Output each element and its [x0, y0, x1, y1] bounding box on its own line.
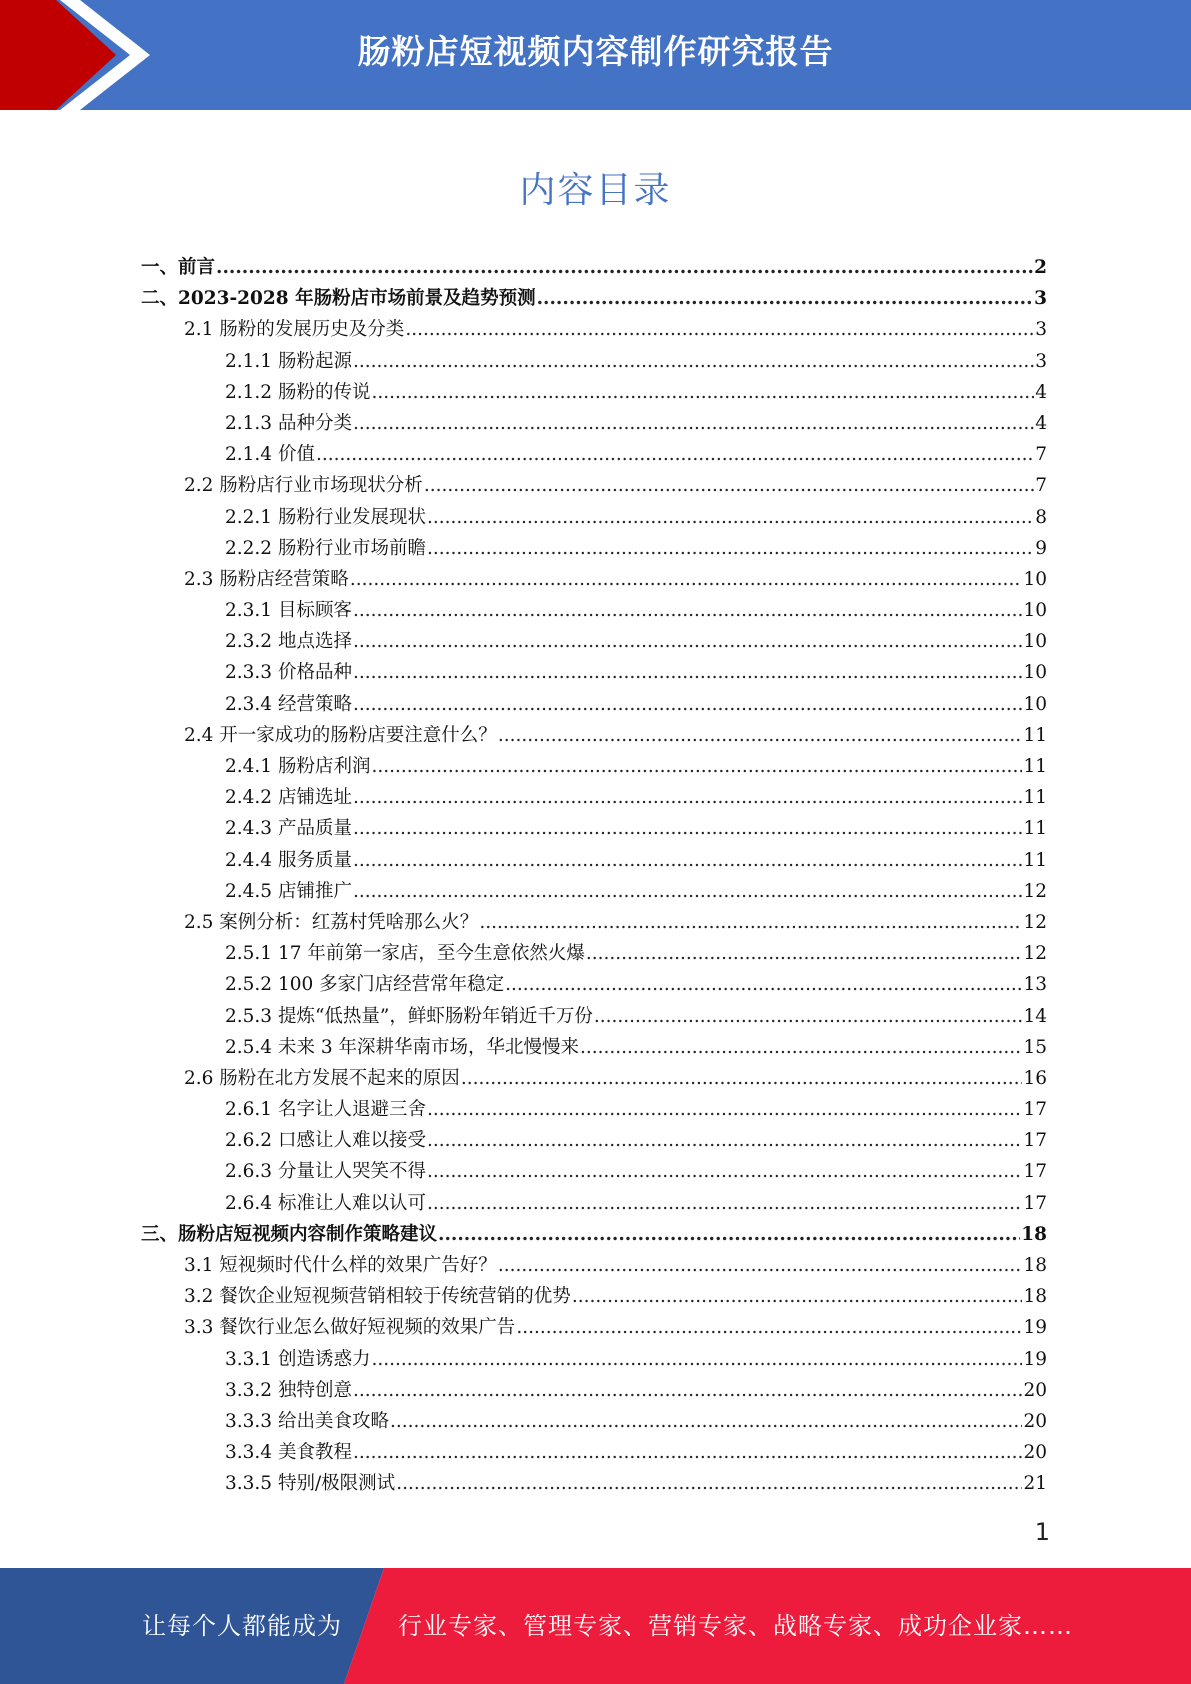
toc-entry-label: 二、2023-2028 年肠粉店市场前景及趋势预测 — [141, 288, 536, 310]
toc-entry-label: 2.4.2 店铺选址 — [225, 787, 352, 809]
toc-entry[interactable] — [141, 1126, 1047, 1157]
toc-dot-leader — [353, 413, 1034, 434]
toc-entry-page: 20 — [1023, 1379, 1047, 1401]
toc-entry-page: 2 — [1034, 257, 1047, 278]
toc-entry-label: 2.6.2 口感让人难以接受 — [225, 1130, 426, 1152]
toc-dot-leader — [505, 974, 1022, 995]
toc-entry-page: 15 — [1023, 1036, 1047, 1058]
toc-entry-page: 3 — [1034, 288, 1047, 310]
toc-entry-page: 7 — [1035, 444, 1047, 466]
toc-entry-page: 13 — [1023, 974, 1047, 996]
toc-dot-leader — [537, 288, 1034, 309]
toc-dot-leader — [580, 1037, 1022, 1058]
toc-dot-leader — [405, 319, 1034, 340]
toc-entry-page: 10 — [1023, 600, 1047, 622]
toc-entry-page: 10 — [1023, 631, 1047, 653]
toc-entry-page: 19 — [1023, 1317, 1047, 1339]
toc-dot-leader — [586, 943, 1023, 964]
toc-dot-leader — [424, 475, 1034, 496]
toc-entry[interactable] — [141, 970, 1047, 1001]
toc-entry-page: 17 — [1023, 1192, 1047, 1214]
toc-entry-label: 2.2.1 肠粉行业发展现状 — [225, 506, 426, 528]
toc-dot-leader — [396, 1473, 1022, 1494]
toc-entry[interactable] — [141, 1345, 1047, 1376]
toc-entry-label: 2.4.3 产品质量 — [225, 818, 352, 840]
toc-entry-label: 3.1 短视频时代什么样的效果广告好？ — [184, 1255, 497, 1276]
toc-entry-label: 2.4.4 服务质量 — [225, 849, 352, 871]
toc-entry[interactable] — [141, 1064, 1047, 1095]
toc-entry-label: 2.6.1 名字让人退避三舍 — [225, 1099, 426, 1121]
toc-dot-leader — [316, 444, 1034, 465]
toc-entry[interactable] — [141, 315, 1047, 346]
toc-entry[interactable] — [141, 378, 1047, 409]
toc-dot-leader — [353, 600, 1023, 621]
toc-entry-label: 3.3.3 给出美食攻略 — [225, 1410, 389, 1432]
toc-dot-leader — [390, 1411, 1022, 1432]
toc-entry[interactable] — [141, 752, 1047, 783]
footer-banner — [0, 1568, 1191, 1684]
toc-entry-label: 2.5.4 未来 3 年深耕华南市场，华北慢慢来 — [225, 1036, 579, 1058]
toc-dot-leader — [353, 631, 1023, 652]
toc-entry-page: 9 — [1035, 537, 1047, 559]
toc-entry-page: 11 — [1023, 787, 1047, 809]
toc-heading: 内容目录 — [519, 170, 672, 211]
toc-entry-label: 2.6.4 标准让人难以认可 — [225, 1192, 426, 1214]
toc-entry-page: 12 — [1023, 943, 1047, 965]
toc-entry-page: 3 — [1035, 350, 1047, 372]
toc-dot-leader — [572, 1286, 1023, 1307]
table-of-contents — [141, 253, 1047, 1501]
toc-entry[interactable] — [141, 565, 1047, 596]
toc-entry-page: 11 — [1023, 818, 1047, 840]
toc-entry-label: 一、前言 — [141, 257, 216, 278]
toc-entry[interactable] — [141, 783, 1047, 814]
toc-entry-label: 三、肠粉店短视频内容制作策略建议 — [141, 1223, 438, 1245]
toc-entry-page: 10 — [1023, 693, 1047, 715]
toc-entry-page: 10 — [1023, 662, 1047, 684]
toc-entry[interactable] — [141, 1251, 1047, 1282]
toc-entry-label: 3.3.4 美食教程 — [225, 1442, 352, 1464]
toc-entry[interactable] — [141, 1376, 1047, 1407]
toc-dot-leader — [427, 1099, 1022, 1120]
toc-entry[interactable] — [141, 1033, 1047, 1064]
toc-entry-label: 2.3.1 目标顾客 — [225, 600, 352, 622]
toc-entry-label: 2.4.1 肠粉店利润 — [225, 756, 371, 777]
toc-entry-page: 4 — [1035, 381, 1047, 403]
toc-entry-label: 2.1.2 肠粉的传说 — [225, 381, 371, 403]
toc-dot-leader — [353, 850, 1023, 871]
toc-entry[interactable] — [141, 1282, 1047, 1313]
toc-entry[interactable] — [141, 596, 1047, 627]
toc-entry-page: 12 — [1023, 880, 1047, 902]
toc-entry[interactable] — [141, 1220, 1047, 1251]
toc-dot-leader — [353, 1380, 1023, 1401]
toc-entry-label: 2.3.3 价格品种 — [225, 662, 352, 684]
toc-dot-leader — [216, 257, 1033, 278]
page-number: 1 — [1034, 1518, 1050, 1546]
toc-entry-label: 2.3.2 地点选择 — [225, 631, 352, 653]
toc-entry[interactable] — [141, 347, 1047, 378]
toc-dot-leader — [516, 1317, 1022, 1338]
toc-dot-leader — [353, 818, 1023, 839]
toc-entry-label: 2.2.2 肠粉行业市场前瞻 — [225, 537, 426, 559]
toc-entry-label: 2.1.4 价值 — [225, 444, 315, 466]
toc-entry[interactable] — [141, 284, 1047, 315]
toc-dot-leader — [427, 538, 1034, 559]
toc-entry-page: 18 — [1023, 1255, 1047, 1276]
toc-entry-label: 2.5 案例分析：红荔村凭啥那么火？ — [184, 911, 479, 933]
toc-entry-label: 3.3.5 特别/极限测试 — [225, 1473, 396, 1495]
toc-entry[interactable] — [141, 721, 1047, 752]
toc-entry-label: 2.5.2 100 多家门店经营常年稳定 — [225, 974, 505, 996]
toc-entry-label: 2.1 肠粉的发展历史及分类 — [184, 319, 405, 341]
toc-entry-page: 16 — [1023, 1067, 1047, 1089]
toc-entry-label: 3.3.1 创造诱惑力 — [225, 1348, 371, 1370]
toc-entry[interactable] — [141, 690, 1047, 721]
toc-dot-leader — [371, 756, 1022, 777]
toc-entry-page: 11 — [1023, 849, 1047, 871]
toc-entry[interactable] — [141, 253, 1047, 284]
toc-entry[interactable] — [141, 503, 1047, 534]
toc-entry-page: 17 — [1023, 1130, 1047, 1152]
toc-dot-leader — [353, 694, 1023, 715]
toc-entry[interactable] — [141, 814, 1047, 845]
toc-dot-leader — [427, 507, 1034, 528]
toc-entry[interactable] — [141, 939, 1047, 970]
toc-entry[interactable] — [141, 1469, 1047, 1500]
toc-entry-label: 2.6.3 分量让人哭笑不得 — [225, 1161, 426, 1183]
toc-entry[interactable] — [141, 409, 1047, 440]
toc-entry-page: 10 — [1023, 568, 1047, 590]
toc-entry-page: 18 — [1023, 1286, 1047, 1308]
toc-entry-label: 3.3 餐饮行业怎么做好短视频的效果广告 — [184, 1317, 516, 1339]
toc-entry[interactable] — [141, 1157, 1047, 1188]
toc-entry-page: 11 — [1023, 724, 1047, 746]
toc-dot-leader — [350, 569, 1023, 590]
toc-entry[interactable] — [141, 1407, 1047, 1438]
toc-dot-leader — [461, 1068, 1023, 1089]
toc-entry[interactable] — [141, 877, 1047, 908]
toc-dot-leader — [371, 1349, 1022, 1370]
footer-slogan-right: 行业专家、管理专家、营销专家、战略专家、成功企业家…… — [398, 1612, 1073, 1640]
toc-entry-page: 7 — [1035, 475, 1047, 497]
toc-entry-label: 3.2 餐饮企业短视频营销相较于传统营销的优势 — [184, 1286, 571, 1308]
toc-entry[interactable] — [141, 1313, 1047, 1344]
toc-entry-page: 21 — [1023, 1473, 1047, 1495]
toc-dot-leader — [594, 1006, 1023, 1027]
toc-entry-page: 17 — [1023, 1099, 1047, 1121]
toc-entry-page: 12 — [1023, 911, 1047, 933]
toc-dot-leader — [353, 351, 1034, 372]
toc-dot-leader — [427, 1130, 1022, 1151]
toc-entry-page: 17 — [1023, 1161, 1047, 1183]
toc-entry-page: 8 — [1035, 506, 1047, 528]
toc-dot-leader — [427, 1193, 1022, 1214]
toc-entry[interactable] — [141, 440, 1047, 471]
toc-dot-leader — [353, 1442, 1023, 1463]
toc-dot-leader — [371, 382, 1034, 403]
toc-entry[interactable] — [141, 908, 1047, 939]
toc-dot-leader — [498, 725, 1023, 746]
toc-entry-label: 2.3 肠粉店经营策略 — [184, 568, 349, 590]
toc-entry[interactable] — [141, 1438, 1047, 1469]
toc-entry[interactable] — [141, 627, 1047, 658]
toc-dot-leader — [438, 1224, 1020, 1245]
toc-entry[interactable] — [141, 534, 1047, 565]
toc-entry-label: 2.4.5 店铺推广 — [225, 880, 352, 902]
toc-entry-page: 4 — [1035, 412, 1047, 434]
footer-slogan-left: 让每个人都能成为 — [142, 1612, 342, 1640]
toc-entry-label: 2.2 肠粉店行业市场现状分析 — [184, 475, 423, 497]
toc-dot-leader — [498, 1255, 1023, 1276]
toc-entry[interactable] — [141, 1002, 1047, 1033]
toc-entry-page: 3 — [1035, 319, 1047, 341]
toc-entry-label: 2.1.1 肠粉起源 — [225, 350, 352, 372]
toc-entry-page: 18 — [1021, 1223, 1047, 1245]
toc-entry-label: 2.3.4 经营策略 — [225, 693, 352, 715]
toc-entry[interactable] — [141, 658, 1047, 689]
toc-entry[interactable] — [141, 471, 1047, 502]
toc-dot-leader — [353, 662, 1023, 683]
toc-entry-label: 2.5.1 17 年前第一家店，至今生意依然火爆 — [225, 943, 585, 965]
toc-entry-page: 20 — [1023, 1442, 1047, 1464]
toc-dot-leader — [353, 787, 1023, 808]
toc-entry[interactable] — [141, 1189, 1047, 1220]
toc-entry-label: 3.3.2 独特创意 — [225, 1379, 352, 1401]
document-title: 肠粉店短视频内容制作研究报告 — [357, 32, 834, 71]
toc-dot-leader — [479, 912, 1022, 933]
toc-entry-label: 2.6 肠粉在北方发展不起来的原因 — [184, 1067, 460, 1089]
toc-entry[interactable] — [141, 846, 1047, 877]
toc-dot-leader — [427, 1161, 1022, 1182]
toc-entry[interactable] — [141, 1095, 1047, 1126]
toc-entry-page: 19 — [1023, 1348, 1047, 1370]
toc-entry-label: 2.1.3 品种分类 — [225, 412, 352, 434]
toc-entry-label: 2.5.3 提炼“低热量”，鲜虾肠粉年销近千万份 — [225, 1005, 593, 1027]
toc-entry-page: 20 — [1023, 1410, 1047, 1432]
toc-entry-page: 14 — [1023, 1005, 1047, 1027]
toc-entry-page: 11 — [1023, 756, 1047, 777]
header-banner — [0, 0, 1191, 110]
toc-entry-label: 2.4 开一家成功的肠粉店要注意什么？ — [184, 724, 497, 746]
toc-dot-leader — [353, 881, 1023, 902]
